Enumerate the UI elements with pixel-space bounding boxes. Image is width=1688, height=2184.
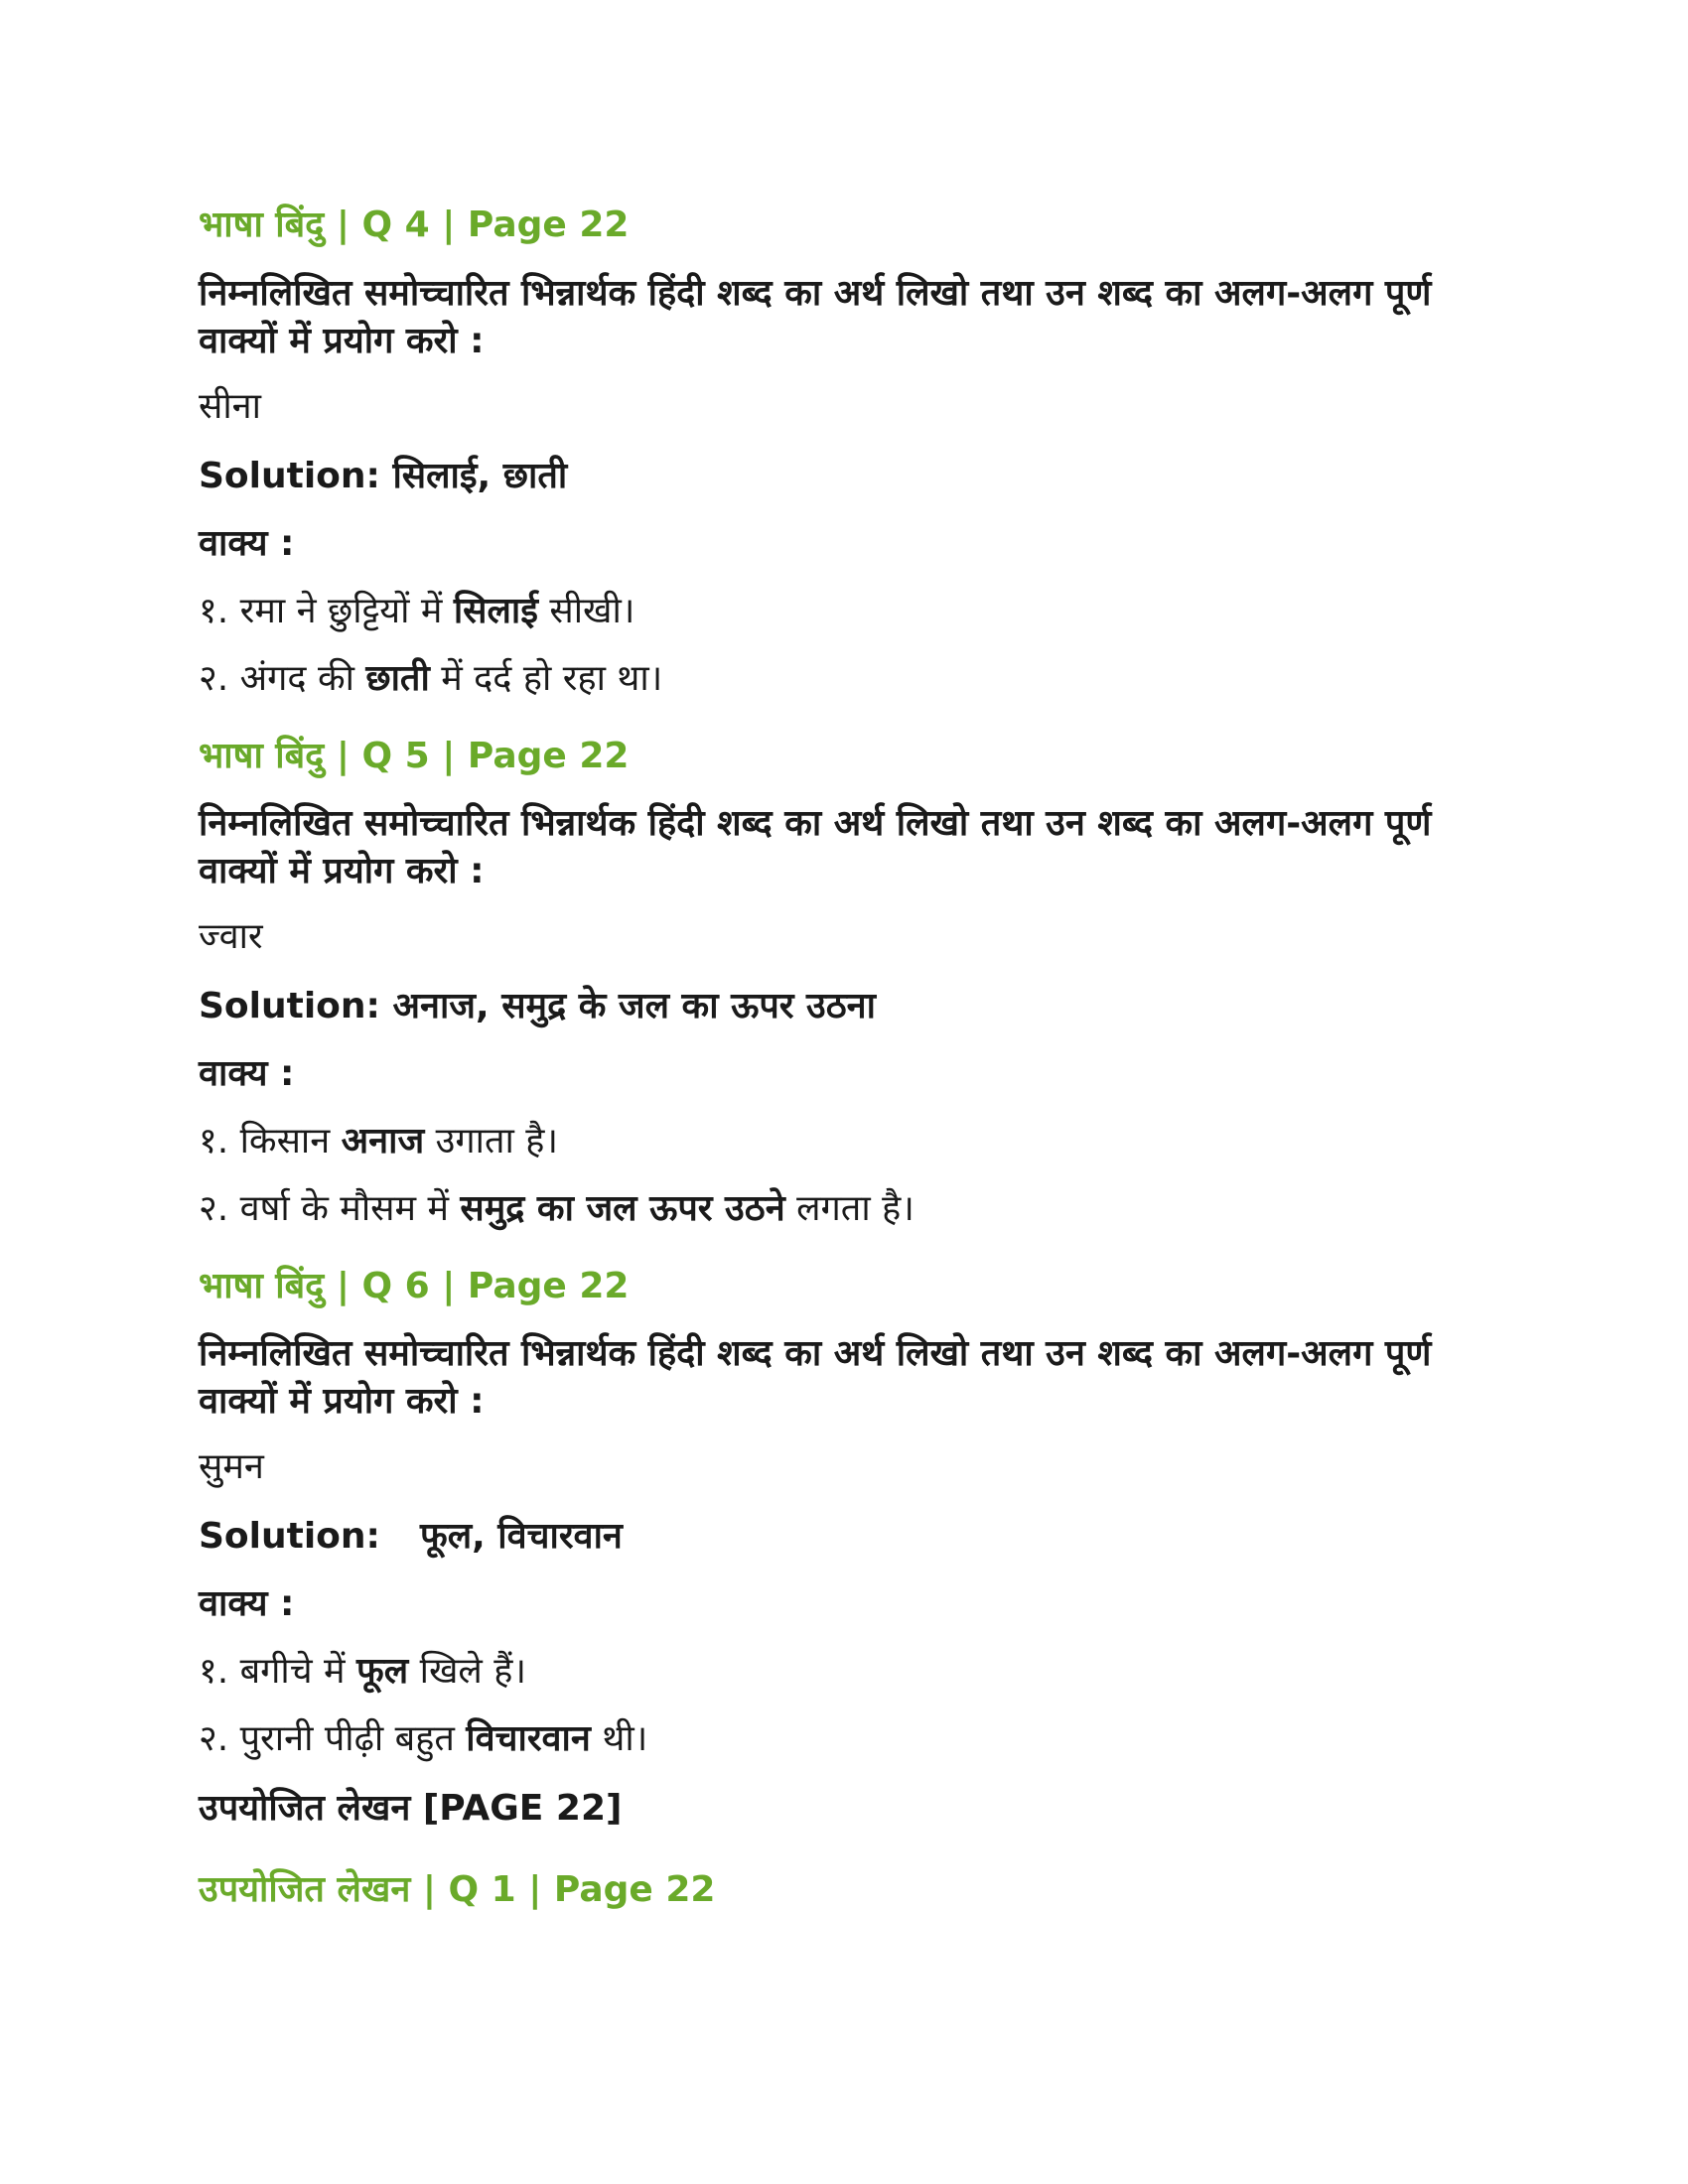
sentence-text: में दर्द हो रहा था।: [429, 658, 663, 699]
sentence-text: २. अंगद की: [199, 658, 366, 699]
example-sentence: [199, 590, 1489, 632]
sentence-keyword: सिलाई: [453, 591, 538, 631]
sentence-text: २. पुरानी पीढ़ी बहुत: [199, 1718, 467, 1759]
question-heading: भाषा बिंदु | Q 6 | Page 22: [199, 1266, 630, 1306]
sentence-keyword: फूल: [356, 1651, 409, 1692]
vakya-label: वाक्य :: [199, 523, 295, 564]
target-word: सुमन: [199, 1446, 264, 1487]
example-sentence: [199, 657, 1489, 700]
sentence-keyword: विचारवान: [466, 1718, 591, 1759]
example-sentence: [199, 1717, 1489, 1760]
sentence-keyword: छाती: [365, 658, 430, 699]
sentence-text: १. बगीचे में: [199, 1651, 357, 1692]
solution-text: फूल, विचारवान: [419, 1516, 623, 1557]
example-sentence: [199, 1650, 1489, 1693]
solution-text: सिलाई, छाती: [392, 456, 568, 496]
target-word: सीना: [199, 386, 261, 427]
solution-text: अनाज, समुद्र के जल का ऊपर उठना: [392, 986, 876, 1026]
sentence-keyword: समुद्र का जल ऊपर उठने: [460, 1188, 785, 1229]
solution-label: Solution:: [199, 456, 380, 496]
section-title: उपयोजित लेखन [PAGE 22]: [199, 1788, 623, 1829]
solution-label: Solution:: [199, 1516, 380, 1557]
vakya-label: वाक्य :: [199, 1053, 295, 1094]
question-text: निम्नलिखित समोच्चारित भिन्नार्थक हिंदी शब्द का अर्थ लिखो तथा उन शब्द का अलग-अलग पूर्ण वाक्यों में प्रयोग करो :: [199, 1333, 1432, 1422]
sentence-text: उगाता है।: [424, 1121, 559, 1161]
solution-line: [199, 985, 1489, 1027]
vakya-label: वाक्य :: [199, 1583, 295, 1624]
sentence-text: १. किसान: [199, 1121, 342, 1161]
question-heading: भाषा बिंदु | Q 4 | Page 22: [199, 205, 630, 245]
target-word: ज्वार: [199, 916, 263, 957]
solution-label: Solution:: [199, 986, 380, 1026]
sentence-text: सीखी।: [537, 591, 635, 631]
question-heading: भाषा बिंदु | Q 5 | Page 22: [199, 736, 630, 776]
sentence-text: १. रमा ने छुट्टियों में: [199, 591, 454, 631]
solution-line: [199, 1515, 1489, 1558]
sentence-text: थी।: [590, 1718, 648, 1759]
sentence-text: २. वर्षा के मौसम में: [199, 1188, 461, 1229]
sentence-text: लगता है।: [784, 1188, 914, 1229]
solution-line: [199, 455, 1489, 497]
sentence-text: खिले हैं।: [408, 1651, 527, 1692]
question-text: निम्नलिखित समोच्चारित भिन्नार्थक हिंदी शब्द का अर्थ लिखो तथा उन शब्द का अलग-अलग पूर्ण वाक्यों में प्रयोग करो :: [199, 273, 1432, 361]
question-heading: उपयोजित लेखन | Q 1 | Page 22: [199, 1869, 716, 1910]
example-sentence: [199, 1120, 1489, 1162]
question-text: निम्नलिखित समोच्चारित भिन्नार्थक हिंदी शब्द का अर्थ लिखो तथा उन शब्द का अलग-अलग पूर्ण वाक्यों में प्रयोग करो :: [199, 803, 1432, 891]
example-sentence: [199, 1187, 1489, 1230]
sentence-keyword: अनाज: [341, 1121, 425, 1161]
